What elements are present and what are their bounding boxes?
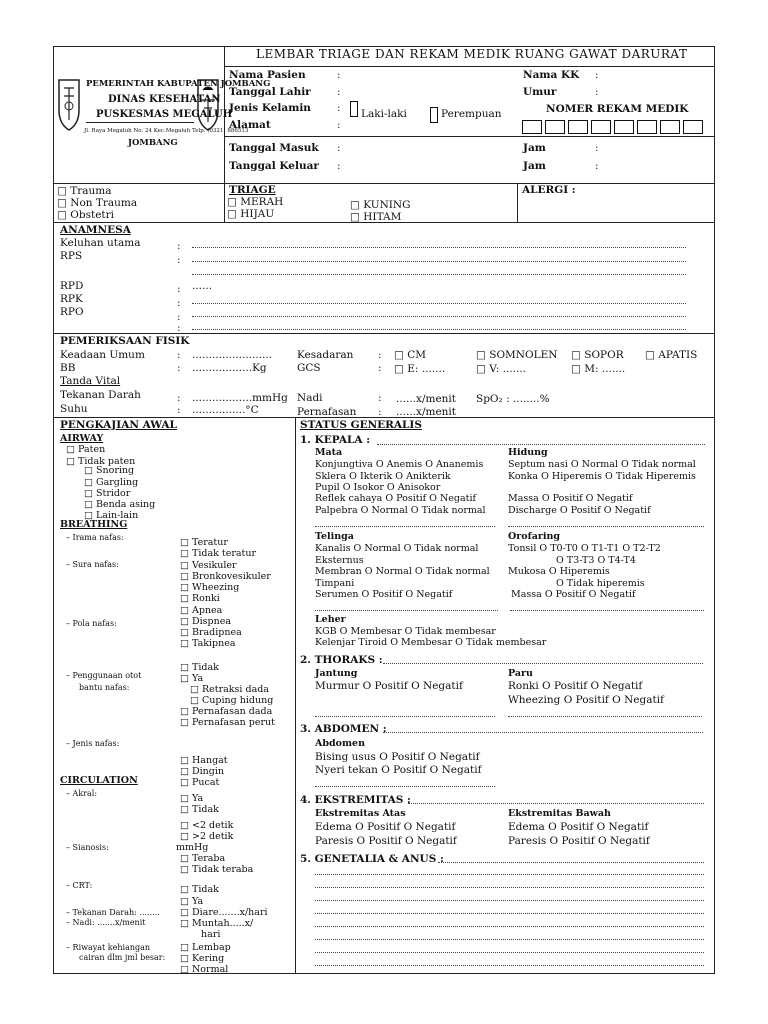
- checkbox-cuping[interactable]: □ Cuping hidung: [190, 695, 274, 706]
- checkbox-kuning[interactable]: □ KUNING: [350, 199, 411, 211]
- value-suhu[interactable]: ................°C: [192, 404, 259, 416]
- logo-line1: PEMERINTAH KABUPATEN JOMBANG: [86, 79, 271, 89]
- unit-mmhg: mmHg: [176, 842, 209, 853]
- checkbox-muntah[interactable]: □ Muntah.....x/: [180, 918, 254, 929]
- checkbox-gargling[interactable]: □ Gargling: [84, 477, 139, 488]
- pengkajian-title: PENGKAJIAN AWAL: [60, 419, 177, 431]
- row-pupil[interactable]: Pupil O Isokor O Anisokor: [315, 482, 441, 493]
- checkbox-dingin[interactable]: □ Dingin: [180, 766, 225, 777]
- row-paresis-bawah[interactable]: Paresis O Positif O Negatif: [508, 835, 650, 847]
- label-tanda-vital: Tanda Vital: [60, 375, 121, 387]
- checkbox-apatis[interactable]: □ APATIS: [645, 349, 698, 361]
- checkbox-merah[interactable]: □ MERAH: [227, 196, 284, 208]
- colon: :: [378, 349, 382, 361]
- label-abdomen: Abdomen: [315, 738, 365, 749]
- label-otot-2: bantu nafas:: [79, 683, 130, 692]
- rpd-value: ......: [192, 280, 213, 292]
- checkbox-stridor[interactable]: □ Stridor: [84, 488, 131, 499]
- triage-title: TRIAGE: [229, 184, 276, 196]
- label-alergi: ALERGI :: [522, 184, 576, 196]
- checkbox-tidak-teraba[interactable]: □ Tidak teraba: [180, 864, 254, 875]
- label-otot-1: – Penggunaan otot: [66, 671, 142, 680]
- checkbox-trauma[interactable]: □ Trauma: [57, 185, 112, 197]
- colon: :: [337, 69, 341, 81]
- label-rps: RPS: [60, 250, 83, 262]
- value-keadaan[interactable]: ........................: [192, 349, 273, 361]
- label-umur: Umur: [523, 86, 557, 98]
- checkbox-ya-akral[interactable]: □ Ya: [180, 793, 204, 804]
- label-tanggal-lahir: Tanggal Lahir: [229, 86, 311, 98]
- label-riwayat-1: – Riwayat kehiangan: [66, 943, 151, 952]
- colon: :: [595, 69, 599, 81]
- checkbox-lembap[interactable]: □ Lembap: [180, 942, 231, 953]
- value-bb[interactable]: ..................Kg: [192, 362, 267, 374]
- label-ekstremitas-atas: Ekstremitas Atas: [315, 808, 406, 819]
- row-mukosa[interactable]: Mukosa O Hiperemis: [508, 566, 610, 577]
- label-eksternus: Eksternus: [315, 555, 364, 566]
- checkbox-kering[interactable]: □ Kering: [180, 953, 225, 964]
- label-paru: Paru: [508, 668, 533, 679]
- checkbox-apnea[interactable]: □ Apnea: [180, 605, 223, 616]
- row-reflek[interactable]: Reflek cahaya O Positif O Negatif: [315, 493, 477, 504]
- checkbox-tidak-akral[interactable]: □ Tidak: [180, 804, 219, 815]
- logo-line2: DINAS KESEHATAN: [108, 94, 221, 105]
- label-bb: BB: [60, 362, 76, 374]
- checkbox-ronki[interactable]: □ Ronki: [180, 593, 220, 604]
- logo-line3: PUSKESMAS MEGALUH: [96, 109, 233, 120]
- checkbox-bronko[interactable]: □ Bronkovesikuler: [180, 571, 271, 582]
- checkbox-pern-dada[interactable]: □ Pernafasan dada: [180, 706, 273, 717]
- logo-line4: Jl. Raya Megaluh No. 24 Kec.Megaluh Telp. (0321) 886513: [84, 128, 249, 134]
- label-alamat: Alamat: [229, 119, 271, 131]
- label-rpk: RPK: [60, 293, 83, 305]
- label-sianosis: – Sianosis:: [66, 843, 109, 852]
- label-pernafasan: Pernafasan: [297, 406, 357, 418]
- checkbox-retraksi[interactable]: □ Retraksi dada: [190, 684, 269, 695]
- breathing-heading: BREATHING: [60, 519, 128, 530]
- label-laki: Laki-laki: [361, 108, 407, 120]
- row-sklera[interactable]: Sklera O Ikterik O Anikterik: [315, 471, 451, 482]
- label-riwayat-2: cairan dlm jml besar:: [79, 953, 166, 962]
- label-hari: hari: [201, 929, 221, 940]
- colon: :: [378, 392, 382, 404]
- checkbox-cm[interactable]: □ CM: [394, 349, 427, 361]
- checkbox-sopor[interactable]: □ SOPOR: [571, 349, 624, 361]
- label-timpani: Timpani: [315, 578, 355, 589]
- label-kesadaran: Kesadaran: [297, 349, 354, 361]
- label-rpo: RPO: [60, 306, 84, 318]
- colon: :: [177, 392, 181, 404]
- label-nadi: Nadi: [297, 392, 323, 404]
- row-murmur[interactable]: Murmur O Positif O Negatif: [315, 680, 463, 692]
- label-jenis-kelamin: Jenis Kelamin: [229, 102, 311, 114]
- anamnesa-title: ANAMNESA: [60, 224, 131, 236]
- label-jam-masuk: Jam: [523, 142, 546, 154]
- label-suhu: Suhu: [60, 403, 88, 415]
- row-septum[interactable]: Septum nasi O Normal O Tidak normal: [508, 459, 696, 470]
- checkbox-paten[interactable]: □ Paten: [66, 444, 106, 455]
- fisik-title: PEMERIKSAAN FISIK: [60, 335, 190, 347]
- checkbox-somnolen[interactable]: □ SOMNOLEN: [476, 349, 558, 361]
- checkbox-takipnea[interactable]: □ Takipnea: [180, 638, 236, 649]
- checkbox-obstetri[interactable]: □ Obstetri: [57, 209, 115, 221]
- label-telinga: Telinga: [315, 531, 354, 542]
- row-kgb[interactable]: KGB O Membesar O Tidak membesar: [315, 626, 496, 637]
- colon: :: [177, 349, 181, 361]
- field-m[interactable]: □ M: .......: [571, 363, 626, 375]
- label-nadi-left[interactable]: – Nadi: .......x/menit: [66, 918, 146, 927]
- logo-line5: JOMBANG: [128, 138, 178, 148]
- colon: :: [337, 86, 341, 98]
- row-massa-orofaring[interactable]: Massa O Positif O Negatif: [511, 589, 636, 600]
- checkbox-non-trauma[interactable]: □ Non Trauma: [57, 197, 138, 209]
- checkbox-ya-otot[interactable]: □ Ya: [180, 673, 204, 684]
- label-hidung: Hidung: [508, 447, 548, 458]
- row-tonsil[interactable]: Tonsil O T0-T0 O T1-T1 O T2-T2: [508, 543, 661, 554]
- colon: :: [337, 160, 341, 172]
- checkbox-tidak-otot[interactable]: □ Tidak: [180, 662, 219, 673]
- label-ekstremitas-bawah: Ekstremitas Bawah: [508, 808, 611, 819]
- row-ronki[interactable]: Ronki O Positif O Negatif: [508, 680, 643, 692]
- colon: :: [595, 86, 599, 98]
- checkbox-wheezing[interactable]: □ Wheezing: [180, 582, 240, 593]
- status-title: STATUS GENERALIS: [300, 419, 422, 431]
- checkbox-diare[interactable]: □ Diare.......x/hari: [180, 907, 268, 918]
- label-leher: Leher: [315, 614, 346, 625]
- checkbox-lt2-detik[interactable]: □ <2 detik: [180, 820, 234, 831]
- section-kepala: 1. KEPALA :: [300, 434, 371, 446]
- label-jenis-nafas: – Jenis nafas:: [66, 739, 120, 748]
- label-nama-kk: Nama KK: [523, 69, 580, 81]
- label-pola: – Pola nafas:: [66, 619, 117, 628]
- row-tonsil-2[interactable]: O T3-T3 O T4-T4: [556, 555, 636, 566]
- colon: :: [595, 142, 599, 154]
- row-massa-hidung[interactable]: Massa O Positif O Negatif: [508, 493, 633, 504]
- label-mata: Mata: [315, 447, 343, 458]
- row-wheezing[interactable]: Wheezing O Positif O Negatif: [508, 694, 664, 706]
- row-edema-atas[interactable]: Edema O Positif O Negatif: [315, 821, 456, 833]
- form-title: LEMBAR TRIAGE DAN REKAM MEDIK RUANG GAWAT DARURAT: [256, 47, 688, 61]
- colon: :: [378, 362, 382, 374]
- row-edema-bawah[interactable]: Edema O Positif O Negatif: [508, 821, 649, 833]
- checkbox-laki[interactable]: [350, 101, 358, 117]
- colon: :: [177, 404, 181, 416]
- row-tidak-hiperemis[interactable]: O Tidak hiperemis: [556, 578, 645, 589]
- label-gcs: GCS: [297, 362, 321, 374]
- value-td[interactable]: ..................mmHg: [192, 392, 288, 404]
- row-palpebra[interactable]: Palpebra O Normal O Tidak normal: [315, 505, 486, 516]
- checkbox-gt2-detik[interactable]: □ >2 detik: [180, 831, 234, 842]
- label-orofaring: Orofaring: [508, 531, 561, 542]
- checkbox-teratur[interactable]: □ Teratur: [180, 537, 228, 548]
- value-pernafasan[interactable]: ......x/menit: [396, 406, 456, 418]
- value-spo2[interactable]: SpO₂ : ........%: [476, 393, 550, 405]
- checkbox-hangat[interactable]: □ Hangat: [180, 755, 228, 766]
- label-tanggal-keluar: Tanggal Keluar: [229, 160, 319, 172]
- row-bising-usus[interactable]: Bising usus O Positif O Negatif: [315, 751, 480, 763]
- label-irama: – Irama nafas:: [66, 533, 124, 542]
- label-rpd: RPD: [60, 280, 84, 292]
- label-keadaan: Keadaan Umum: [60, 349, 145, 361]
- label-keluhan: Keluhan utama: [60, 237, 141, 249]
- colon: :: [177, 362, 181, 374]
- checkbox-tidak-teratur[interactable]: □ Tidak teratur: [180, 548, 257, 559]
- label-perempuan: Perempuan: [441, 108, 502, 120]
- section-genetalia: 5. GENETALIA & ANUS :: [300, 853, 444, 865]
- checkbox-normal[interactable]: □ Normal: [180, 964, 229, 975]
- checkbox-benda-asing[interactable]: □ Benda asing: [84, 499, 156, 510]
- emblem-left-icon: [56, 76, 82, 132]
- label-td: Tekanan Darah: [60, 389, 141, 401]
- checkbox-tidak-crt[interactable]: □ Tidak: [180, 884, 219, 895]
- label-jam-keluar: Jam: [523, 160, 546, 172]
- row-membran[interactable]: Membran O Normal O Tidak normal: [315, 566, 490, 577]
- checkbox-vesikuler[interactable]: □ Vesikuler: [180, 560, 237, 571]
- row-discharge[interactable]: Discharge O Positif O Negatif: [508, 505, 651, 516]
- colon: :: [337, 102, 341, 114]
- label-nama-pasien: Nama Pasien: [229, 69, 306, 81]
- section-ekstremitas: 4. EKSTREMITAS :: [300, 794, 411, 806]
- colon: :: [337, 119, 341, 131]
- airway-heading: AIRWAY: [60, 433, 104, 444]
- label-nomer-rm: NOMER REKAM MEDIK: [546, 103, 689, 115]
- field-e[interactable]: □ E: .......: [394, 363, 446, 375]
- row-kelenjar[interactable]: Kelenjar Tiroid O Membesar O Tidak membesar: [315, 637, 547, 648]
- label-crt: – CRT:: [66, 881, 93, 890]
- colon: :: [337, 142, 341, 154]
- circulation-heading: CIRCULATION: [60, 775, 138, 786]
- checkbox-pucat[interactable]: □ Pucat: [180, 777, 220, 788]
- value-nadi[interactable]: ......x/menit: [396, 393, 456, 405]
- row-konka[interactable]: Konka O Hiperemis O Tidak Hiperemis: [508, 471, 696, 482]
- checkbox-ya-crt[interactable]: □ Ya: [180, 896, 204, 907]
- checkbox-tidak-paten[interactable]: □ Tidak paten: [66, 456, 136, 467]
- section-thoraks: 2. THORAKS :: [300, 654, 383, 666]
- checkbox-dispnea[interactable]: □ Dispnea: [180, 616, 232, 627]
- row-nyeri-tekan[interactable]: Nyeri tekan O Positif O Negatif: [315, 764, 482, 776]
- label-tekanan-darah[interactable]: – Tekanan Darah: ........: [66, 908, 160, 917]
- checkbox-snoring[interactable]: □ Snoring: [84, 465, 135, 476]
- checkbox-perempuan[interactable]: [430, 107, 438, 123]
- checkbox-bradipnea[interactable]: □ Bradipnea: [180, 627, 242, 638]
- checkbox-lain-lain[interactable]: □ Lain-lain: [84, 510, 139, 521]
- checkbox-teraba[interactable]: □ Teraba: [180, 853, 226, 864]
- label-sura: – Sura nafas:: [66, 560, 119, 569]
- checkbox-pern-perut[interactable]: □ Pernafasan perut: [180, 717, 275, 728]
- label-akral: – Akral:: [66, 789, 98, 798]
- section-abdomen: 3. ABDOMEN :: [300, 723, 387, 735]
- row-paresis-atas[interactable]: Paresis O Positif O Negatif: [315, 835, 457, 847]
- checkbox-hitam[interactable]: □ HITAM: [350, 211, 402, 223]
- label-jantung: Jantung: [315, 668, 358, 679]
- row-serumen[interactable]: Serumen O Positif O Negatif: [315, 589, 453, 600]
- row-kanalis[interactable]: Kanalis O Normal O Tidak normal: [315, 543, 479, 554]
- row-konjungtiva[interactable]: Konjungtiva O Anemis O Ananemis: [315, 459, 484, 470]
- colon: :: [378, 406, 382, 418]
- colon: :: [595, 160, 599, 172]
- label-tanggal-masuk: Tanggal Masuk: [229, 142, 319, 154]
- field-v[interactable]: □ V: .......: [476, 363, 527, 375]
- checkbox-hijau[interactable]: □ HIJAU: [227, 208, 275, 220]
